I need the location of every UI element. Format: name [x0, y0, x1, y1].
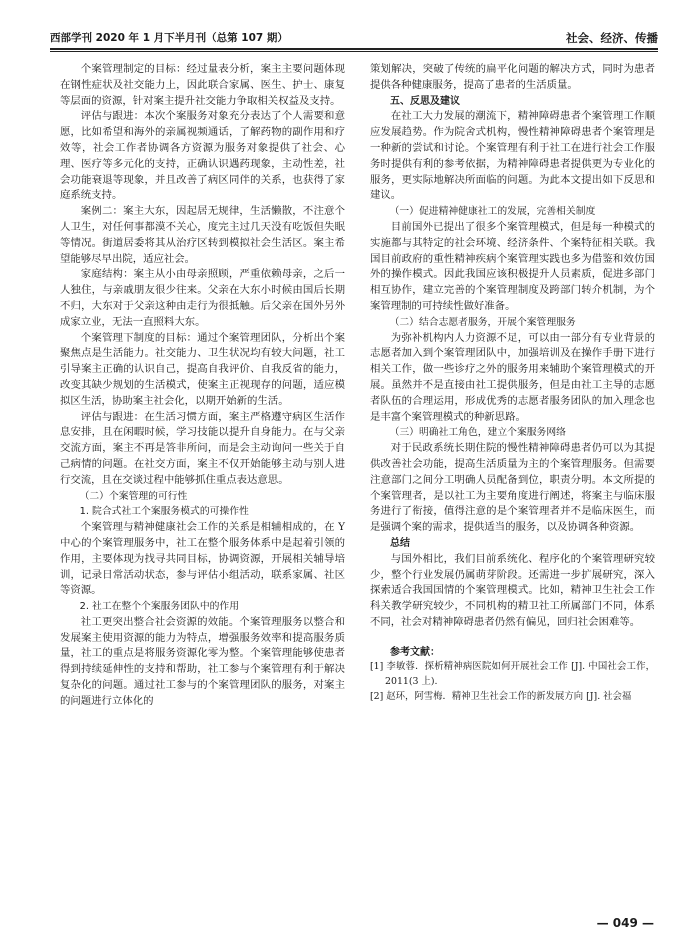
header-rule [50, 48, 658, 50]
paragraph: 家庭结构：案主从小由母亲照顾，严重依赖母亲，之后一人独住，与亲戚朋友很少往来。父亲在大东小时候由国后长期不归，大东对于父亲这种由走行为很抵触。后父亲在国外另外成家立业，无法一直照料大东。 [60, 268, 345, 328]
paragraph: 个案管理制定的目标：经过量表分析，案主主要问题体现在钢性症状及社交能力上，因此联合家属、医生、护士、康复等层面的资源，针对案主提升社交能力争取相关权益及支持。 [60, 63, 345, 107]
paragraph: 为弥补机构内人力资源不足，可以由一部分有专业背景的志愿者加入到个案管理团队中，加强培训及在操作手册下进行相关工作，做一些诊疗之外的服务用来辅助个案管理模式的开展。虽然并不是直接由社工提供服务，但是由社工主导的志愿者队伍的合理运用，形成优秀的志愿者服务团队的加入理念也是丰富个案管理模式的种新思路。 [370, 331, 655, 423]
section-title: 社会、经济、传播 [566, 31, 658, 45]
section-heading: （三）明确社工角色，建立个案服务网络 [389, 427, 566, 439]
section-heading: 2. 社工在整个个案服务团队中的作用 [79, 601, 240, 613]
paragraph: 案例二：案主大东，因起居无规律，生活懒散，不注意个人卫生，对任何事都漠不关心，度完主过几天没有吃饭但失眠等情况。街道居委将其从治疗区转到模拟社会生活区。案主希望能够尽早出院，适应社会。 [60, 205, 345, 265]
reference-item: [1] 李敏蓉．探析精神病医院如何开展社会工作 [J]. 中国社会工作，2011(3 上). [370, 661, 655, 688]
paragraph: 评估与跟进：在生活习惯方面，案主严格遵守病区生活作息安排，且在闲暇时候，学习技能以提升自身能力。在与父亲交流方面，案主不再是答非所问，而是会主动询问一些关于自己病情的问题。在社交方面，案主不仅开始能够主动与别人进行交流，且在交谈过程中能够抓住重点表达意思。 [60, 410, 345, 486]
references-list [370, 660, 655, 704]
paragraph: 个案管理与精神健康社会工作的关系是相辅相成的，在 Y 中心的个案管理服务中，社工在整个服务体系中是起着引领的作用，主要体现为找寻共同目标，协调资源，开展相关辅导培训，记录日常活动状态，参与评估小组活动，联系家属、社区等资源。 [60, 521, 345, 597]
paragraph: 个案管理下制度的目标：通过个案管理团队，分析出个案聚焦点是生活能力。社交能力、卫生状况均有较大问题，社工引导案主正确的认识自己，提高自我评价、自我反省的能力，改变其缺少规划的生活模式，使案主正视现存的问题，适应模拟区生活，协助案主社会化，以期开始新的生活。 [60, 331, 345, 407]
right-column [370, 62, 655, 704]
paragraph: 评估与跟进：本次个案服务对象充分表达了个人需要和意愿，比如希望和海外的亲属视频通话，了解药物的副作用和疗效等，社会工作者协调各方资源为服务对象提供了社会、心理、医疗等多元化的支持，正确认识遇药现象，主动性差，社会功能衰退等现象，并且改善了病区同伴的关系，也获得了家庭系统支持。 [60, 110, 345, 202]
section-heading: （二）结合志愿者服务，开展个案管理服务 [389, 316, 576, 328]
reference-item: [2] 赵环，阿雪梅．精神卫生社会工作的新发展方向 [J]. 社会福 [370, 690, 632, 702]
section-heading: 总结 [390, 537, 410, 549]
section-heading: 五、反思及建议 [390, 95, 460, 107]
left-column [60, 62, 345, 710]
section-heading: （二）个案管理的可行性 [79, 490, 188, 502]
section-heading: （一）促进精神健康社工的发展，完善相关制度 [389, 206, 596, 218]
page-number: — 049 — [596, 916, 654, 930]
paragraph: 在社工大力发展的潮流下，精神障碍患者个案管理工作顺应发展趋势。作为院舍式机构，慢性精神障碍患者个案管理是一种新的尝试和讨论。个案管理有利于社工在进行社会工作服务时提供有利的参考依据，为精神障碍患者提供更为专业化的服务，更实际地解决所面临的问题。为此本文提出如下反思和建议。 [370, 110, 655, 202]
paragraph: 社工更突出整合社会资源的效能。个案管理服务以整合和发展案主使用资源的能力为特点，增强服务效率和提高服务质量，社工的重点是将服务资源化零为整。个案管理能够使患者得到持续延伸性的支持和帮助，社工参与个案管理有利于解决复杂化的问题。通过社工参与的个案管理团队的服务，对案主的问题进行立体化的 [60, 615, 345, 707]
page-header [50, 26, 658, 46]
paragraph: 策划解决，突破了传统的扁平化问题的解决方式，同时为患者提供各种健康服务，提高了患者的生活质量。 [370, 63, 655, 91]
journal-title: 西部学刊 2020 年 1 月下半月刊（总第 107 期） [50, 32, 288, 44]
paragraph: 目前国外已提出了很多个案管理模式，但是每一种模式的实施都与其特定的社会环境、经济条件、个案特征相关联。我国目前政府的重性精神疾病个案管理实践也多为借鉴和效仿国外的操作模式。因此我国应该积极提升人员素质，促进多部门相互协作，建立完善的个案管理制度及跨部门转介机制，为个案管理制的可持续性做好准备。 [370, 220, 655, 312]
right-column-body [370, 62, 655, 631]
paragraph: 对于民政系统长期住院的慢性精神障碍患者仍可以为其提供改善社会功能，提高生活质量为主的个案管理服务。但需要注意部门之间分工明确人员配备到位，职责分明。本文所提的个案管理者，是以社工为主要角度进行阐述，将案主与临床服务进行了衔接，值得注意的是个案管理者并不是临床医生，而是强调个案的需求，提供适当的服务，以及协调各种资源。 [370, 442, 655, 534]
header-rule-thin [50, 51, 658, 52]
paragraph: 与国外相比，我们目前系统化、程序化的个案管理研究较少，整个行业发展仍属萌芽阶段。还需进一步扩展研究，深入探索适合我国国情的个案管理模式。比如，精神卫生社会工作科关教学研究较少，不同机构的精卫社工所属部门不同，体系不同，社会对精神障碍患者仍然有偏见，回归社会困难等。 [370, 552, 655, 628]
section-heading: 1. 院合式社工个案服务模式的可操作性 [79, 506, 249, 518]
references-title: 参考文献： [390, 646, 440, 658]
